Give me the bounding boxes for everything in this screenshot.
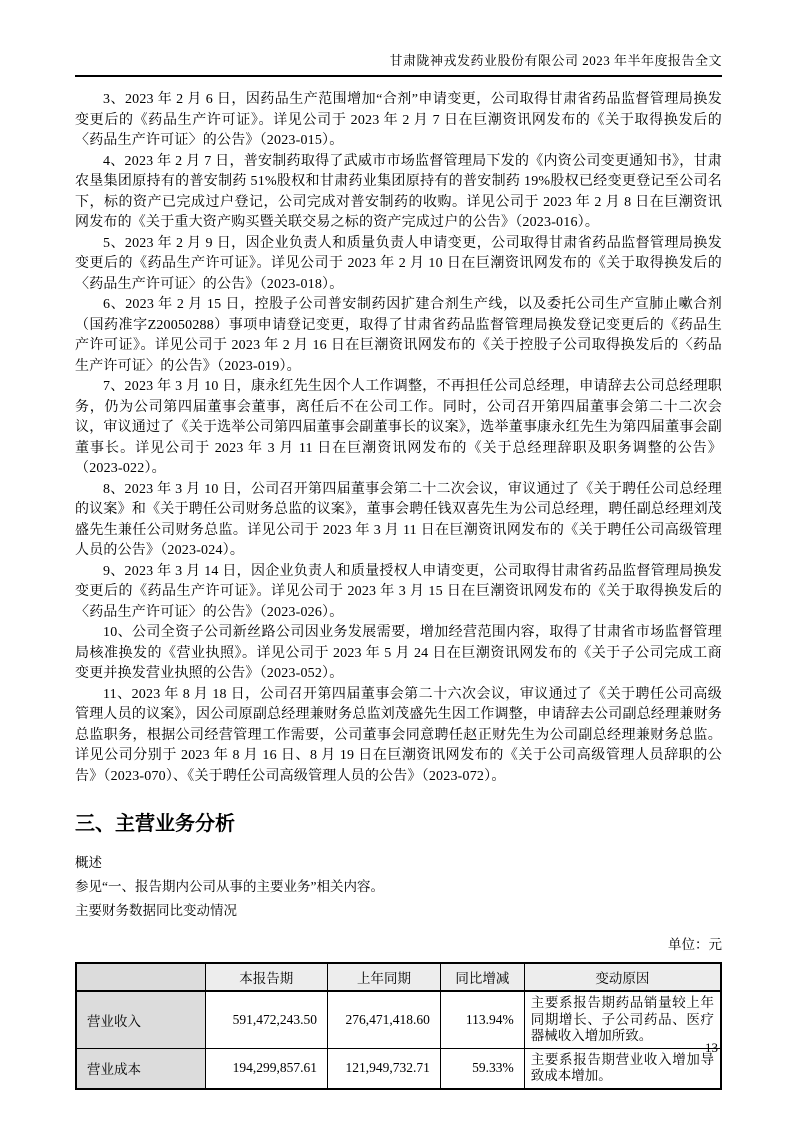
table-header-row	[76, 963, 721, 991]
subsection-title: 主要财务数据同比变动情况	[75, 903, 237, 918]
overview-label: 概述	[75, 855, 102, 870]
prior-period-value: 121,949,732.71	[328, 1048, 441, 1089]
report-paragraph-7: 7、2023 年 3 月 10 日，康永红先生因个人工作调整，不再担任公司总经理，申请辞去公司总经理职务，仍为公司第四届董事会董事，离任后不在公司工作。同时，公司召开第四届董事会第二十二次会议，审议通过了《关于选举公司第四届董事会副董事长的议案》，选举董事康永红先生为第四届董事会副董事长。详见公司于 2023 年 3 月 11 日在巨潮资讯网发布的《关于总经理辞职及职务调整的公告》（2023-022）。	[75, 379, 722, 476]
table-header-empty	[76, 963, 205, 991]
section-heading: 三、主营业务分析	[75, 813, 235, 835]
table-header-prior-period: 上年同期	[328, 963, 441, 991]
change-reason: 主要系报告期药品销量较上年同期增长、子公司药品、医疗器械收入增加所致。	[524, 991, 721, 1048]
table-row-operating-cost	[76, 1048, 721, 1089]
yoy-change-value: 113.94%	[440, 991, 524, 1048]
report-paragraph-6: 6、2023 年 2 月 15 日，控股子公司普安制药因扩建合剂生产线，以及委托公司生产宣肺止嗽合剂（国药准字Z20050288）事项申请登记变更，取得了甘肃省药品监督管理局换发登记变更后的《药品生产许可证》。详见公司于 2023 年 2 月 16 日在巨潮资讯网发布的《关于控股子公司取得换发后的〈药品生产许可证〉的公告》（2023-019）。	[75, 297, 722, 374]
report-paragraph-11: 11、2023 年 8 月 18 日，公司召开第四届董事会第二十六次会议，审议通过了《关于聘任公司高级管理人员的议案》，因公司原副总经理兼财务总监刘茂盛先生因工作调整，申请辞去公司副总经理兼财务总监职务，根据公司经营管理工作需要，公司董事会同意聘任赵正财先生为公司副总经理兼财务总监。详见公司分别于 2023 年 8 月 16 日、8 月 19 日在巨潮资讯网发布的《关于公司高级管理人员辞职的公告》（2023-070）、《关于聘任公司高级管理人员的公告》（2023-072）。	[75, 686, 722, 784]
table-header-change-reason: 变动原因	[524, 963, 721, 991]
report-paragraph-8: 8、2023 年 3 月 10 日，公司召开第四届董事会第二十二次会议，审议通过了《关于聘任公司总经理的议案》和《关于聘任公司财务总监的议案》，董事会聘任钱双喜先生为公司总经理，聘任副总经理刘茂盛先生兼任公司财务总监。详见公司于 2023 年 3 月 11 日在巨潮资讯网发布的《关于聘任公司高级管理人员的公告》（2023-024）。	[75, 481, 722, 558]
report-paragraph-3: 3、2023 年 2 月 6 日，因药品生产范围增加“合剂”申请变更，公司取得甘肃省药品监督管理局换发变更后的《药品生产许可证》。详见公司于 2023 年 2 月 7 日在巨潮资讯网发布的《关于取得换发后的〈药品生产许可证〉的公告》（2023-015）。	[75, 92, 722, 148]
yoy-change-value: 59.33%	[440, 1048, 524, 1089]
report-title: 甘肃陇神戎发药业股份有限公司 2023 年半年度报告全文	[389, 53, 722, 68]
report-paragraph-9: 9、2023 年 3 月 14 日，因企业负责人和质量授权人申请变更，公司取得甘肃省药品监督管理局换发变更后的《药品生产许可证》。详见公司于 2023 年 3 月 15 日在巨潮资讯网发布的《关于取得换发后的〈药品生产许可证〉的公告》（2023-026）。	[75, 563, 722, 620]
unit-label: 单位：元	[668, 937, 722, 952]
table-header-current-period: 本报告期	[205, 963, 328, 991]
overview-reference: 参见“一、报告期内公司从事的主要业务”相关内容。	[75, 879, 384, 894]
row-label: 营业收入	[76, 991, 205, 1048]
page-number: 13	[705, 1040, 718, 1055]
header-divider	[75, 75, 722, 77]
prior-period-value: 276,471,418.60	[328, 991, 441, 1048]
current-period-value: 591,472,243.50	[205, 991, 328, 1048]
table-row-operating-revenue	[76, 991, 721, 1048]
row-label: 营业成本	[76, 1048, 205, 1089]
report-paragraph-4: 4、2023 年 2 月 7 日，普安制药取得了武威市市场监督管理局下发的《内资公司变更通知书》，甘肃农垦集团原持有的普安制药 51%股权和甘肃药业集团原持有的普安制药 19%股权已经变更登记至公司名下，标的资产已完成过户登记，公司完成对普安制药的收购。详见公司于 2023 年 2 月 8 日在巨潮资讯网发布的《关于重大资产购买暨关联交易之标的资产完成过户的公告》（2023-016）。	[75, 153, 722, 230]
financial-comparison-table	[75, 962, 722, 1090]
current-period-value: 194,299,857.61	[205, 1048, 328, 1089]
page-content	[75, 90, 722, 1090]
report-paragraph-5: 5、2023 年 2 月 9 日，因企业负责人和质量负责人申请变更，公司取得甘肃省药品监督管理局换发变更后的《药品生产许可证》。详见公司于 2023 年 2 月 10 日在巨潮资讯网发布的《关于取得换发后的〈药品生产许可证〉的公告》（2023-018）。	[75, 235, 722, 292]
page-header	[75, 53, 722, 69]
change-reason: 主要系报告期营业收入增加导致成本增加。	[524, 1048, 721, 1089]
report-paragraph-10: 10、公司全资子公司新丝路公司因业务发展需要，增加经营范围内容，取得了甘肃省市场监督管理局核准换发的《营业执照》。详见公司于 2023 年 5 月 24 日在巨潮资讯网发布的《关于子公司完成工商变更并换发营业执照的公告》（2023-052）。	[75, 625, 722, 681]
table-header-yoy-change: 同比增减	[440, 963, 524, 991]
